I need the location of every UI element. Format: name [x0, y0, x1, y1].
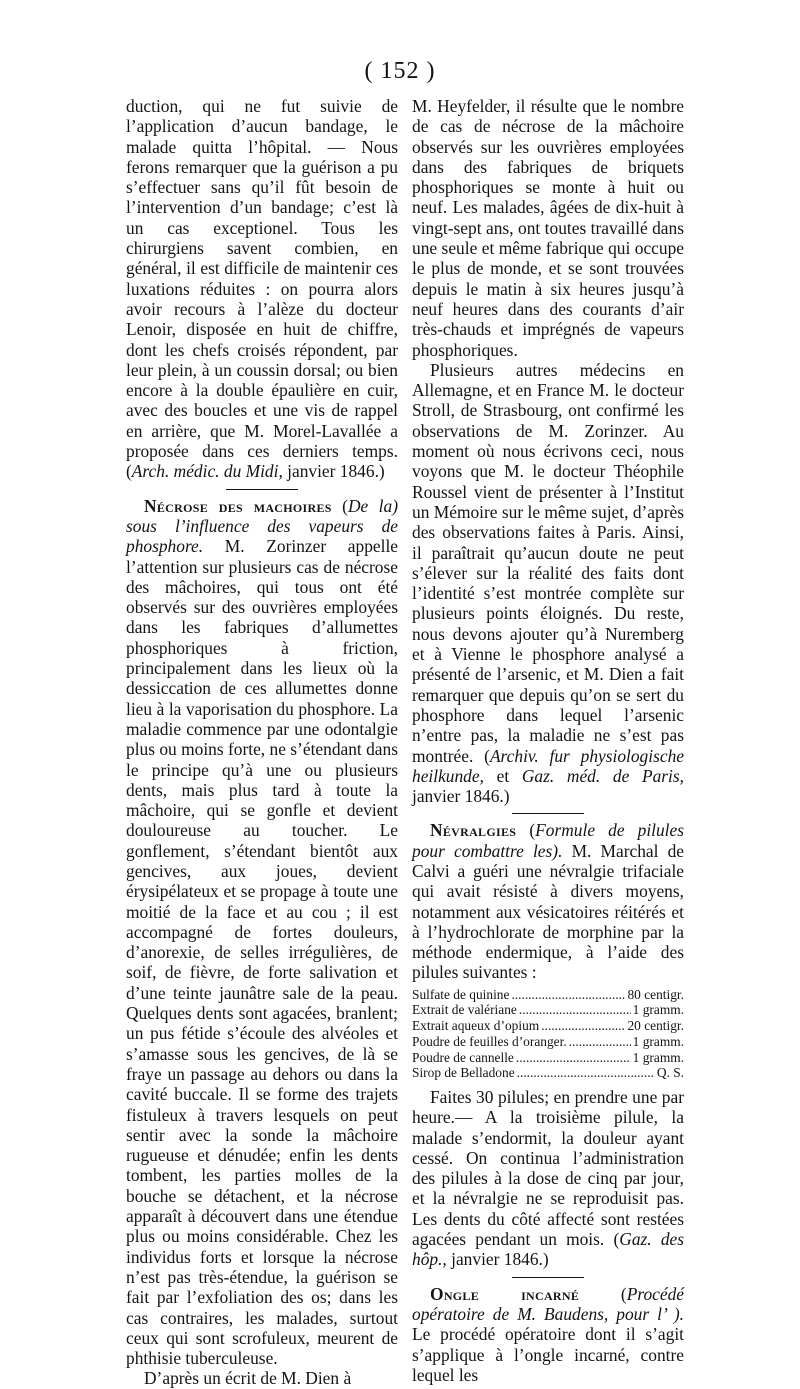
- citation-source: Gaz. des hôp.,: [412, 1229, 685, 1270]
- article-subtitle: Procédé opératoire de M. Baudens, pour l’ ).: [412, 1283, 684, 1324]
- paragraph-heyfelder: M. Heyfelder, il résulte que le nombre de cas de nécrose de la mâchoire observés sur les ouvrières employées dans des fabriques de briquets phosphoriques se monte à huit ou neuf. Les malades, âgées de dix-huit à vingt-sept ans, ont toutes travaillé dans une seule et même fabrique qui occupe le plus de monde, et se sont trouvées depuis le matin à six heures jusqu’à neuf heures dans des courants d’air très-chauds et imprégnés de vapeurs phosphoriques.: [412, 96, 684, 360]
- page-number: ( 152 ): [364, 58, 436, 84]
- article-subtitle: De la) sous l’influence des vapeurs de phosphore.: [126, 495, 398, 557]
- paragraph-pilules: [412, 1087, 684, 1270]
- formula-line: [412, 1034, 684, 1050]
- citation-open: (: [126, 461, 132, 482]
- article-heading: Névralgies: [430, 820, 517, 841]
- article-body: M. Zorinzer appelle l’attention sur plusieurs cas de nécrose des mâchoires, qui tous ont été observés sur des ouvrières employées dans les fabriques d’allumettes phosphoriques à friction, principalement dans les lieux où la dessiccation de ces allumettes donne lieu à la vaporisation du phosphore. La maladie commence par une odontalgie plus ou moins forte, ne s’étendant dans le principe qu’à une ou plusieurs dents, mais plus tard à toute la mâchoire, qui se gonfle et devient douloureuse au toucher. Le gonflement, s’étendant bientôt aux gencives, aux joues, devient érysipélateux et se propage à toute une moitié de la face et au cou ; il est accompagné de fortes douleurs, d’anorexie, de selles irrégulières, de soif, de fièvre, de forte salivation et d’une teinte jaunâtre sale de la peau. Quelques dents sont agacées, branlent; un pus fétide s’écoule des alvéoles et s’amasse sous les gencives, de là se fraye un passage au dehors ou dans la cavité buccale. Il se forme des trajets fistuleux à travers lesquels on peut sentir avec la sonde la mâchoire rugueuse et dénudée; enfin les dents tombent, les parties molles de la bouche se détachent, et la nécrose apparaît à découvert dans une étendue plus ou moins considérable. Chez les individus forts et lorsque la nécrose n’est pas très-étendue, la guérison se fait par l’exfoliation des os; dans les cas contraires, les malades, surtout ceux qui sont scrofuleux, meurent de phthisie tuberculeuse.: [126, 536, 398, 1369]
- article-necrose: [126, 496, 398, 1369]
- paragraph-medecins: [412, 360, 684, 807]
- citation-date: janvier 1846.): [446, 1249, 549, 1270]
- citation-date: janvier 1846.): [412, 786, 510, 807]
- article-body: Le procédé opératoire dont il s’agit s’applique à l’ongle incarné, contre lequel les: [412, 1324, 684, 1385]
- citation-source-2: Gaz. méd. de Paris,: [521, 765, 684, 786]
- left-column: [126, 96, 398, 1389]
- paragraph-text: Plusieurs autres médecins en Allemagne, et en France M. le docteur Stroll, de Strasbourg, ont confirmé les observations de M. Zorinzer. Au moment où nous écrivons ceci, nous voyons que M. le docteur Théophile Roussel vient de présenter à l’Institut un Mémoire sur le même sujet, d’après des observations faites à Paris. Ainsi, il paraîtrait qu’aucun doute ne peut s’élever sur la réalité des faits dont l’identité s’est montrée complète sur plusieurs points éloignés. Du reste, nous devons ajouter qu’à Nuremberg et à Vienne le phosphore analysé a présenté de l’arsenic, et M. Dien a fait remarquer que depuis qu’on se sert du phosphore dans lequel l’arsenic n’entre pas, la maladie ne s’est pas montrée.: [412, 359, 684, 766]
- section-divider: [512, 813, 584, 814]
- ingredient-qty: Q. S.: [656, 1065, 684, 1081]
- ingredient-name: Poudre de cannelle: [412, 1049, 514, 1065]
- ingredient-qty: 20 centigr.: [627, 1018, 684, 1034]
- section-divider: [226, 489, 298, 490]
- article-ongle: [412, 1284, 684, 1385]
- ingredient-qty: 1 gramm.: [632, 1002, 684, 1018]
- leader-dots: [519, 1002, 631, 1018]
- leader-dots: [511, 987, 625, 1003]
- citation-join: et: [483, 765, 522, 786]
- ingredient-name: Sirop de Belladone: [412, 1065, 515, 1081]
- formula-line: [412, 1065, 684, 1081]
- formula-line: [412, 1050, 684, 1066]
- formula-line: [412, 1002, 684, 1018]
- ingredient-name: Poudre de feuilles d’oranger.: [412, 1033, 567, 1049]
- leader-dots: [516, 1050, 631, 1066]
- citation-source: Archiv. fur physiologische heilkunde,: [412, 745, 684, 786]
- article-heading-paren: (: [331, 495, 348, 516]
- paragraph-dien: D’après un écrit de M. Dien à: [144, 1368, 352, 1389]
- article-subtitle: Formule de pilules pour combattre les).: [412, 820, 685, 861]
- formula-line: [412, 987, 684, 1003]
- leader-dots: [517, 1065, 655, 1081]
- article-heading: Ongle incarné: [430, 1283, 580, 1304]
- ingredient-name: Extrait aqueux d’opium: [412, 1018, 540, 1034]
- leader-dots: [541, 1018, 625, 1034]
- formula-line: [412, 1018, 684, 1034]
- paragraph-luxation: [126, 96, 398, 482]
- citation-open: (: [473, 745, 490, 766]
- leader-dots: [569, 1034, 631, 1050]
- ingredient-qty: 1 gramm.: [632, 1033, 684, 1049]
- article-heading: Nécrose des machoires: [144, 495, 332, 516]
- article-body: M. Marchal de Calvi a guéri une névralgie trifaciale qui avait résisté à divers moyens, notamment aux vésicatoires réitérés et à l’hydrochlorate de morphine par la méthode endermique, à l’aide des pilules suivantes :: [412, 840, 684, 983]
- section-divider: [512, 1277, 584, 1278]
- ingredient-name: Sulfate de quinine: [412, 986, 510, 1002]
- citation-source: Arch. médic. du Midi,: [131, 461, 283, 482]
- citation-open: (: [604, 1229, 620, 1250]
- pill-formula: [412, 987, 684, 1081]
- paragraph-text: duction, qui ne fut suivie de l’application d’aucun bandage, le malade quitta l’hôpital. — Nous ferons remarquer que la guérison a pu s’effectuer sans qu’il fût besoin de l’intervention d’un bandage; c’est là un cas exceptionel. Tous les chirurgiens savent combien, en général, il est difficile de maintenir ces luxations réduites : on pourra alors avoir recours à l’alèze du docteur Lenoir, disposée en huit de chiffre, dont les chefs croisés répondent, par leur plein, à un coussin dorsal; ou bien encore à la double épaulière en cuir, avec des boucles et une vis de rappel en arrière, que M. Morel-Lavallée a proposée dans ces derniers temps.: [126, 96, 398, 462]
- citation-date: janvier 1846.): [282, 461, 385, 482]
- ingredient-qty: 80 centigr.: [627, 986, 684, 1002]
- right-column: [412, 96, 684, 1385]
- article-nevralgies: [412, 820, 684, 982]
- article-heading-paren: (: [516, 820, 536, 841]
- ingredient-qty: 1 gramm.: [632, 1049, 684, 1065]
- paragraph-text: Faites 30 pilules; en prendre une par heure.— A la troisième pilule, la malade s’endormit, la douleur ayant cessé. On continua l’administration des pilules à la dose de cinq par jour, et la névralgie ne se reproduisit pas. Les dents du côté affecté sont restées agacées pendant un mois.: [412, 1086, 684, 1250]
- ingredient-name: Extrait de valériane: [412, 1002, 517, 1018]
- article-heading-paren: (: [579, 1283, 627, 1304]
